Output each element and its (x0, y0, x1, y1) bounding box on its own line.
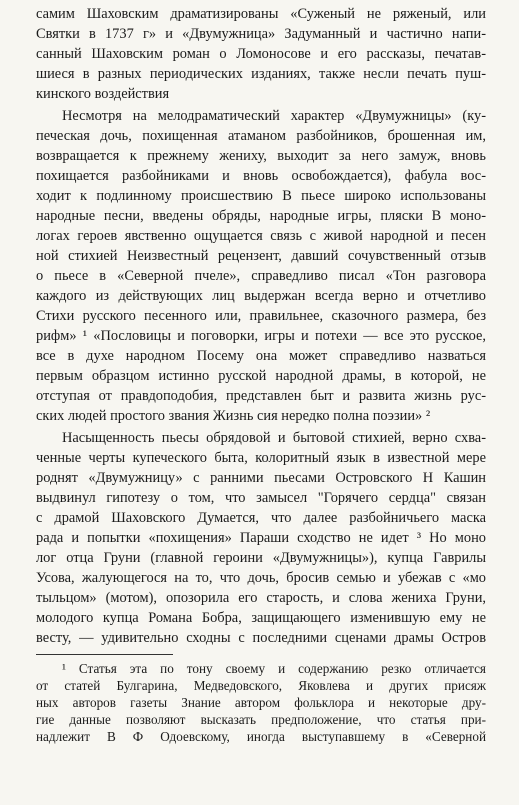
body-line: ченные черты купеческого быта, колоритный язык в известной мере (36, 450, 486, 466)
body-line: народные песни, введены обряды, народные игры, пляски В моно- (36, 208, 486, 224)
body-line: похищается разбойниками и вновь освобождается), фабула вос- (36, 168, 486, 184)
body-line: печеская дочь, похищенная атаманом разбойников, брошенная им, (36, 128, 486, 144)
footnote-line: ¹ Статья эта по тону своему и содержанию резко отличается (62, 661, 486, 676)
footnote-line: гие данные позволяют высказать предположение, что статья при- (36, 712, 486, 727)
paragraph-start-line: Несмотря на мелодраматический характер «Двумужницы» (ку- (62, 108, 486, 124)
body-line: санный Шаховским роман о Ломоносове и его рассказы, печатав- (36, 46, 486, 62)
body-line: роднят «Двумужницу» с ранними пьесами Островского Н Кашин (36, 470, 486, 486)
body-line: Стихи русского песенного или, правильнее, сказочного размера, без (36, 308, 486, 324)
footnote-separator (36, 654, 173, 655)
paragraph-start-line: Насыщенность пьесы обрядовой и бытовой стихией, верно схва- (62, 430, 486, 446)
body-line: самим Шаховским драматизированы «Суженый не ряженый, или (36, 6, 486, 22)
body-line: тыльцом» (мотом), опозорила его старость, и слова жениха Груни, (36, 590, 486, 606)
body-line: рифм» ¹ «Пословицы и поговорки, игры и потехи — все это русское, (36, 328, 486, 344)
body-line: логах героев явственно ощущается связь с живой народной и песен (36, 228, 486, 244)
body-line: лог отца Груни (главной героини «Двумужницы»), купца Гаврилы (36, 550, 486, 566)
body-line: ских людей простого звания Жизнь сия нередко полна поэзии» ² (36, 408, 431, 424)
body-line: все в духе народном Посему она может справедливо назваться (36, 348, 486, 364)
body-line: ходит к подлинному происшествию В пьесе широко использованы (36, 188, 486, 204)
body-line: отступая от правдоподобия, представлен быт и развита жизнь рус- (36, 388, 486, 404)
body-line: весту, — удивительно сходны с последними сценами драмы Остров (36, 630, 486, 646)
footnote-line: от статей Булгарина, Медведовского, Яковлева и других присяж (36, 678, 486, 693)
body-line: с драмой Шаховского Думается, что далее разбойничьего маска (36, 510, 486, 526)
body-line: возвращается к прежнему жениху, выходит за него замуж, вновь (36, 148, 486, 164)
footnote-line: надлежит В Ф Одоевскому, иногда выступавшему в «Северной (36, 729, 486, 744)
body-line: шиеся в разных периодических изданиях, также несли печать пуш- (36, 66, 486, 82)
body-line: ной стихией Неизвестный рецензент, давший сочувственный отзыв (36, 248, 486, 264)
body-line: первым образцом истинно русской народной драмы, в которой, не (36, 368, 486, 384)
body-line: рада и попытки «похищения» Параши сходство не идет ³ Но моно (36, 530, 486, 546)
body-line: Святки в 1737 г» и «Двумужница» Задуманный и частично напи- (36, 26, 486, 42)
body-line: Усова, жалующегося на то, что дочь, бросив семью и убежав с «мо (36, 570, 486, 586)
body-line: молодого купца Романа Бобра, защищающего изменившую ему не (36, 610, 486, 626)
body-line: выдвинул гипотезу о том, что замысел "Горячего сердца" связан (36, 490, 486, 506)
body-line: о пьесе в «Северной пчеле», справедливо писал «Тон разговора (36, 268, 486, 284)
body-line: кинского воздействия (36, 86, 170, 102)
footnote-line: ных авторов газеты Знание автором фольклора и некоторые дру- (36, 695, 486, 710)
body-line: каждого из действующих лиц выдержан всегда верно и отчетливо (36, 288, 486, 304)
